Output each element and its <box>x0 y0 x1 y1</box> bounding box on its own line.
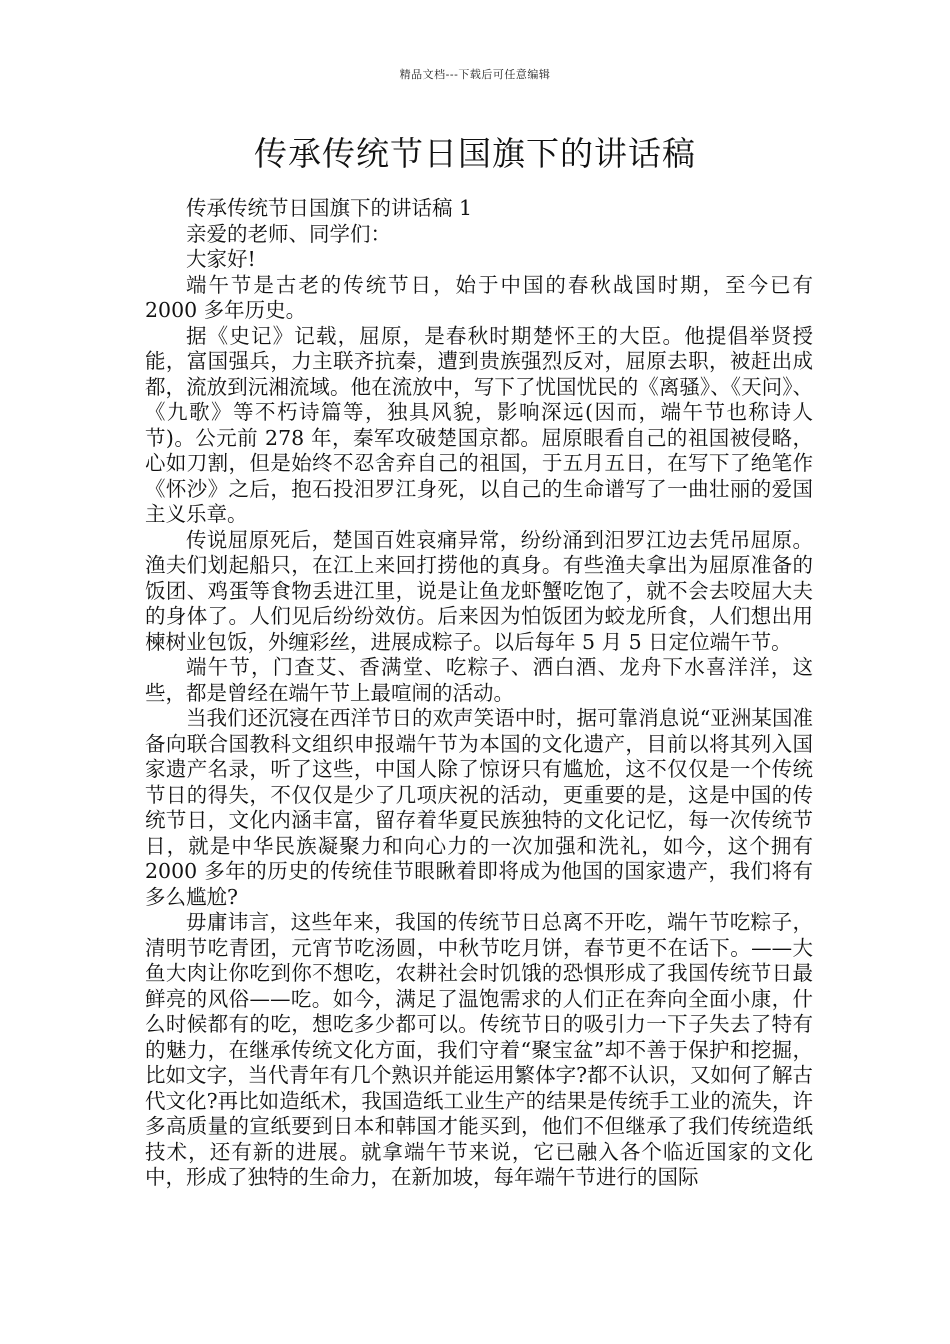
paragraph: 端午节是古老的传统节日，始于中国的春秋战国时期，至今已有 2000 多年历史。 <box>145 272 813 322</box>
paragraph: 传说屈原死后，楚国百姓哀痛异常，纷纷涌到汨罗江边去凭吊屈原。渔夫们划起船只，在江上来回打捞他的真身。有些渔夫拿出为屈原准备的饭团、鸡蛋等食物丢进江里，说是让鱼龙虾蟹吃饱了，就不会去咬屈大夫的身体了。人们见后纷纷效仿。后来因为怕饭团为蛟龙所食，人们想出用楝树业包饭，外缠彩丝，进展成粽子。以后每年 5 月 5 日定位端午节。 <box>145 527 813 654</box>
paragraph: 亲爱的老师、同学们： <box>186 221 391 246</box>
paragraph: 毋庸讳言，这些年来，我国的传统节日总离不开吃，端午节吃粽子，清明节吃青团，元宵节吃汤圆，中秋节吃月饼，春节更不在话下。——大鱼大肉让你吃到你不想吃，农耕社会时饥饿的恐惧形成了我国传统节日最鲜亮的风俗——吃。如今，满足了温饱需求的人们正在奔向全面小康，什么时候都有的吃，想吃多少都可以。传统节日的吸引力一下子失去了特有的魅力，在继承传统文化方面，我们守着“聚宝盆”却不善于保护和挖掘，比如文字，当代青年有几个熟识并能运用繁体字?都不认识，又如何了解古代文化?再比如造纸术，我国造纸工业生产的结果是传统手工业的流失，许多高质量的宣纸要到日本和韩国才能买到，他们不但继承了我们传统造纸技术，还有新的进展。就拿端午节来说，它已融入各个临近国家的文化中，形成了独特的生命力，在新加坡，每年端午节进行的国际 <box>145 910 813 1189</box>
paragraph: 当我们还沉寖在西洋节日的欢声笑语中时，据可靠消息说“亚洲某国准备向联合国教科文组织申报端午节为本国的文化遗产，目前以将其列入国家遗产名录，听了这些，中国人除了惊讶只有尴尬，这不仅仅是一个传统节日的得失，不仅仅是少了几项庆祝的活动，更重要的是，这是中国的传统节日，文化内涵丰富，留存着华夏民族独特的文化记忆，每一次传统节日，就是中华民族凝聚力和向心力的一次加强和洗礼，如今，这个拥有 2000 多年的历史的传统佳节眼瞅着即将成为他国的国家遗产，我们将有多么尴尬? <box>145 706 813 909</box>
header-note: 精品文档---下载后可任意编辑 <box>399 68 551 81</box>
document-title: 传承传统节日国旗下的讲话稿 <box>254 134 696 173</box>
document-body <box>145 196 813 1191</box>
paragraph: 传承传统节日国旗下的讲话稿 1 <box>186 196 473 220</box>
paragraph: 大家好! <box>186 247 256 271</box>
paragraph: 端午节，门查艾、香满堂、吃粽子、洒白酒、龙舟下水喜洋洋，这些，都是曾经在端午节上最喧闹的活动。 <box>145 655 813 705</box>
paragraph: 据《史记》记载，屈原，是春秋时期楚怀王的大臣。他提倡举贤授能，富国强兵，力主联齐抗秦，遭到贵族强烈反对，屈原去职，被赶出成都，流放到沅湘流域。他在流放中，写下了忧国忧民的《离骚》、《天问》、《九歌》等不朽诗篇等，独具风貌，影响深远(因而，端午节也称诗人节)。公元前 278 年，秦军攻破楚国京都。屈原眼看自己的祖国被侵略，心如刀割，但是始终不忍舍弃自己的祖国，于五月五日，在写下了绝笔作《怀沙》之后，抱石投汨罗江身死，以自己的生命谱写了一曲壮丽的爱国主义乐章。 <box>145 323 813 526</box>
